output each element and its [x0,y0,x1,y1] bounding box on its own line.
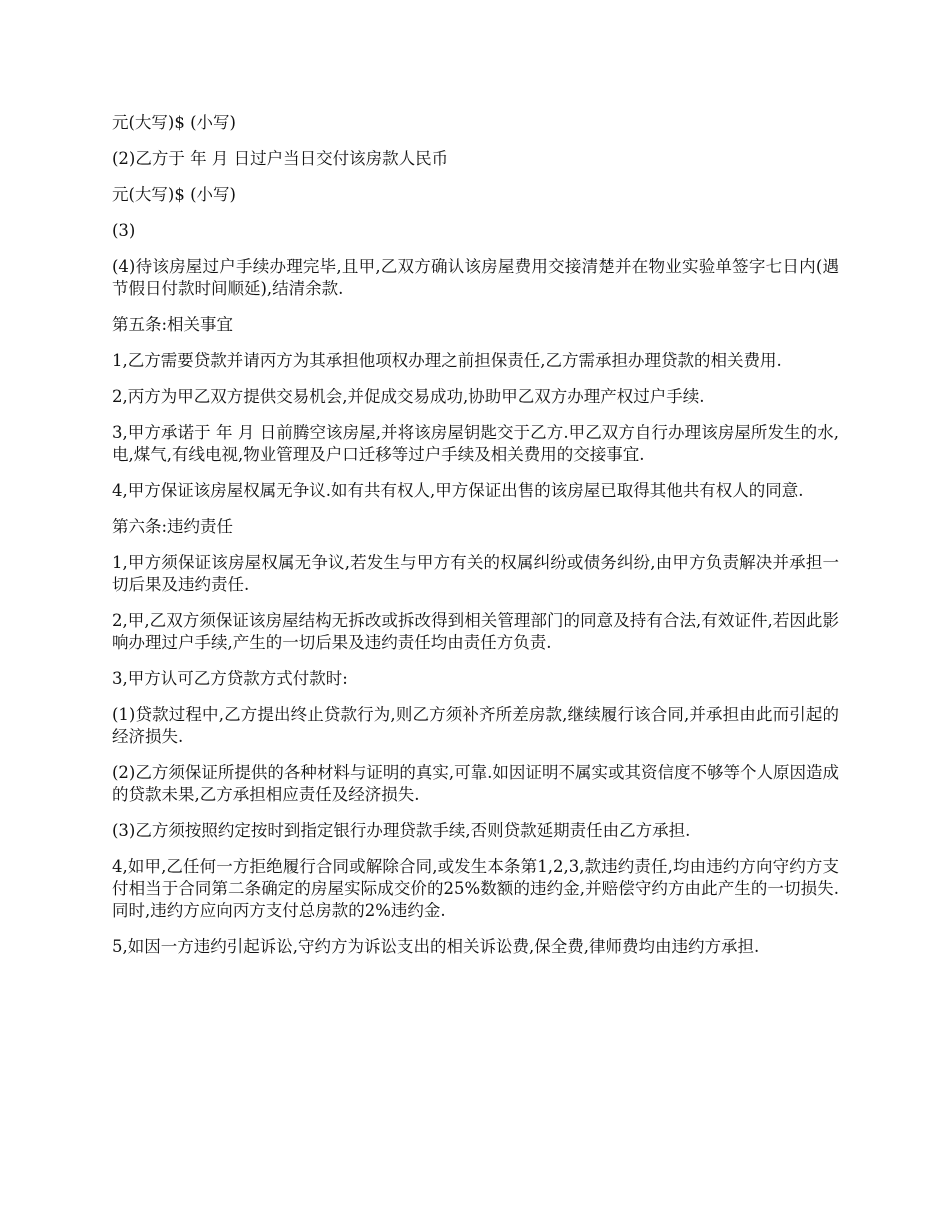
paragraph-article-6-clause-3-item-3: (3)乙方须按照约定按时到指定银行办理贷款手续,否则贷款延期责任由乙方承担. [112,821,691,840]
paragraph-article-5-clause-4: 4,甲方保证该房屋权属无争议.如有共有权人,甲方保证出售的该房屋已取得其他共有权人的同意. [112,481,804,500]
paragraph-article-5-clause-2: 2,丙方为甲乙双方提供交易机会,并促成交易成功,协助甲乙双方办理产权过户手续. [112,387,705,406]
paragraph-amount-words-2: 元(大写)$ (小写) [112,185,236,204]
paragraph-article-6-clause-3: 3,甲方认可乙方贷款方式付款时: [112,669,348,688]
paragraph-article-6-clause-2: 2,甲,乙双方须保证该房屋结构无拆改或拆改得到相关管理部门的同意及持有合法,有效证件,若因此影响办理过户手续,产生的一切后果及违约责任均由责任方负责. [112,611,839,652]
section-heading-article-6: 第六条:违约责任 [112,517,234,536]
paragraph-article-6-clause-1: 1,甲方须保证该房屋权属无争议,若发生与甲方有关的权属纠纷或债务纠纷,由甲方负责解决并承担一切后果及违约责任. [112,553,839,594]
paragraph-article-5-clause-1: 1,乙方需要贷款并请丙方为其承担他项权办理之前担保责任,乙方需承担办理贷款的相关费用. [112,351,782,370]
paragraph-amount-words-1: 元(大写)$ (小写) [112,113,236,132]
paragraph-article-6-clause-5: 5,如因一方违约引起诉讼,守约方为诉讼支出的相关诉讼费,保全费,律师费均由违约方承担. [112,937,760,956]
section-heading-article-5: 第五条:相关事宜 [112,315,234,334]
document-body [112,112,839,972]
paragraph-payment-item-2: (2)乙方于 年 月 日过户当日交付该房款人民币 [112,149,449,168]
paragraph-article-6-clause-4: 4,如甲,乙任何一方拒绝履行合同或解除合同,或发生本条第1,2,3,款违约责任,均由违约方向守约方支付相当于合同第二条确定的房屋实际成交价的25%数额的违约金,并赔偿守约方由此产生的一切损失.同时,违约方应向丙方支付总房款的2%违约金. [112,857,839,920]
paragraph-payment-item-4: (4)待该房屋过户手续办理完毕,且甲,乙双方确认该房屋费用交接清楚并在物业实验单签字七日内(遇节假日付款时间顺延),结清余款. [112,257,839,298]
paragraph-article-5-clause-3: 3,甲方承诺于 年 月 日前腾空该房屋,并将该房屋钥匙交于乙方.甲乙双方自行办理该房屋所发生的水,电,煤气,有线电视,物业管理及户口迁移等过户手续及相关费用的交接事宜. [112,423,839,464]
paragraph-article-6-clause-3-item-2: (2)乙方须保证所提供的各种材料与证明的真实,可靠.如因证明不属实或其资信度不够等个人原因造成的贷款未果,乙方承担相应责任及经济损失. [112,763,839,804]
paragraph-article-6-clause-3-item-1: (1)贷款过程中,乙方提出终止贷款行为,则乙方须补齐所差房款,继续履行该合同,并承担由此而引起的经济损失. [112,705,839,746]
paragraph-payment-item-3: (3) [112,221,136,240]
